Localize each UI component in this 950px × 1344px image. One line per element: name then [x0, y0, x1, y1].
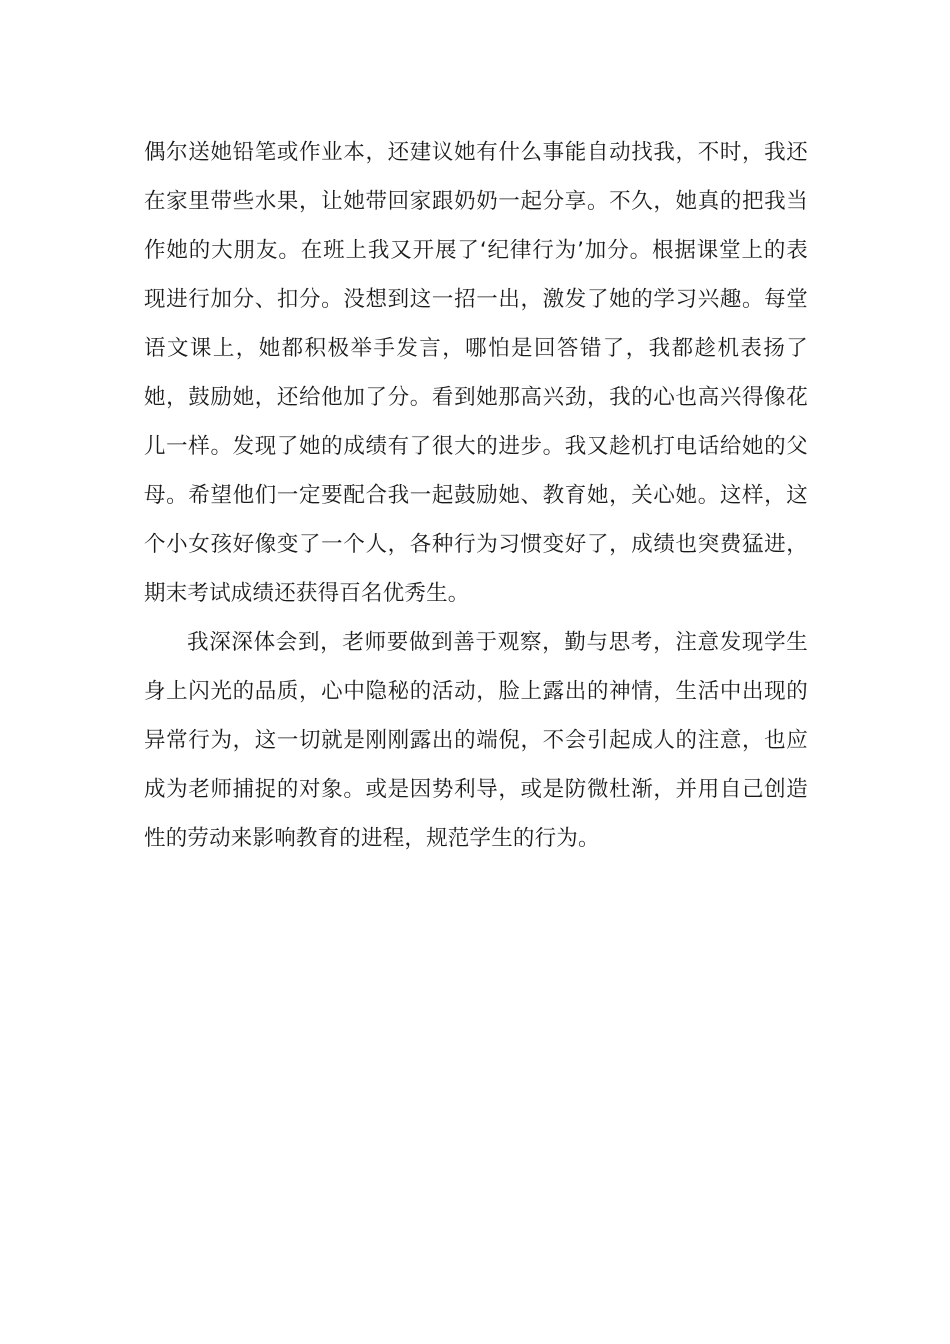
document-body [144, 128, 808, 863]
paragraph-2: 我深深体会到，老师要做到善于观察，勤与思考，注意发现学生身上闪光的品质，心中隐秘的活动，脸上露出的神情，生活中出现的异常行为，这一切就是刚刚露出的端倪，不会引起成人的注意，也应成为老师捕捉的对象。或是因势利导，或是防微杜渐，并用自己创造性的劳动来影响教育的进程，规范学生的行为。 [144, 630, 808, 851]
paragraph-1: 偶尔送她铅笔或作业本，还建议她有什么事能自动找我，不时，我还在家里带些水果，让她带回家跟奶奶一起分享。不久，她真的把我当作她的大朋友。在班上我又开展了‘纪律行为’加分。根据课堂上的表现进行加分、扣分。没想到这一招一出，激发了她的学习兴趣。每堂语文课上，她都积极举手发言，哪怕是回答错了，我都趁机表扬了她，鼓励她，还给他加了分。看到她那高兴劲，我的心也高兴得像花儿一样。发现了她的成绩有了很大的进步。我又趁机打电话给她的父母。希望他们一定要配合我一起鼓励她、教育她，关心她。这样，这个小女孩好像变了一个人，各种行为习惯变好了，成绩也突费猛进，期末考试成绩还获得百名优秀生。 [144, 140, 808, 606]
